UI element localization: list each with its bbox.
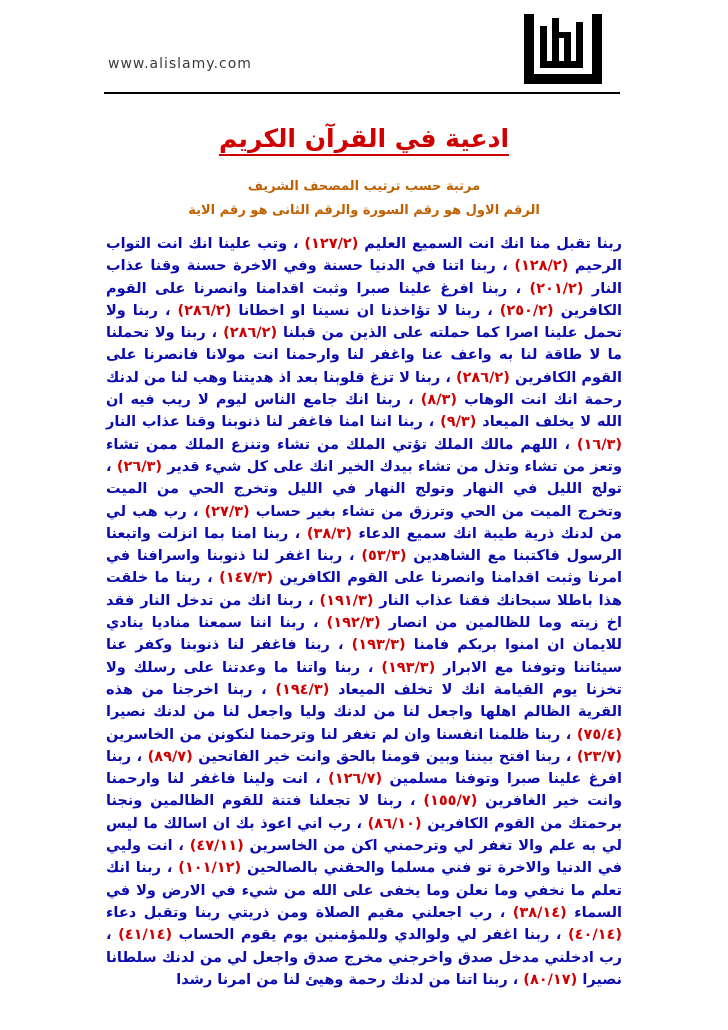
verse-reference: (١٢٦/٧)	[328, 771, 383, 788]
verse-reference: (٢٨٦/٢)	[223, 325, 278, 342]
alislamy-logo	[522, 12, 604, 86]
verse-reference: (٤٠/١٤)	[568, 927, 622, 944]
numbering-note: الرقم الاول هو رقم السورة والرقم الثانى هو رقم الاية	[188, 203, 540, 218]
verse-reference: (١٩١/٣)	[319, 592, 374, 609]
verse-reference: (١٢٨/٢)	[514, 258, 569, 275]
verse-reference: (٨٩/٧)	[147, 748, 193, 765]
prayer-text: اللهم مالك الملك تؤتي الملك من تشاء وتنزع الملك ممن تشاء وتعز من تشاء وتذل من تشاء بيدك الخير انك على كل شيء قدير	[106, 436, 622, 475]
prayer-text: رب ادخلني مدخل صدق واخرجني مخرج صدق واجعل لي من لدنك سلطانا نصيرا	[106, 949, 622, 988]
prayer-text: ربنا انك جامع الناس ليوم لا ريب فيه ان الله لا يخلف الميعاد	[106, 392, 623, 431]
prayer-text: ربنا اننا امنا فاغفر لنا ذنوبنا وقنا عذاب النار	[106, 414, 423, 431]
verse-reference: (٥٣/٣)	[361, 548, 407, 565]
prayer-text: ربنا ما خلقت هذا باطلا سبحانك فقنا عذاب النار	[106, 570, 622, 609]
prayer-text: تولج الليل في النهار وتولج النهار في الليل وتخرج الحي من الميت وتخرج الميت من الحي وترزق من تشاء بغير حساب	[106, 481, 622, 520]
verse-reference: (٩/٣)	[440, 414, 477, 431]
prayer-text: وتب علينا انك انت التواب الرحيم	[106, 236, 622, 275]
verse-reference: (٨/٣)	[420, 392, 458, 409]
verse-reference: (١٩٣/٣)	[351, 637, 406, 654]
prayer-text: ربنا انك من تدخل النار فقد اخ زيته وما للظالمين من انصار	[106, 592, 622, 632]
verse-reference: (١٢٧/٢)	[304, 236, 359, 252]
verse-reference: (٢٨٦/٢)	[455, 369, 510, 386]
prayer-text: ربنا امنا بما انزلت واتبعنا الرسول فاكتبنا مع الشاهدين	[106, 525, 622, 565]
prayer-text: ربنا اغفر لنا ذنوبنا واسرافنا في امرنا وثبت اقدامنا وانصرنا على القوم الكافرين	[106, 548, 622, 587]
verse-reference: (٤٧/١١)	[189, 838, 244, 855]
prayer-text: ربنا اننا سمعنا مناديا ينادي للايمان ان امنوا بربكم فامنا	[106, 615, 623, 654]
prayer-text: ربنا تقبل منا انك انت السميع العليم	[364, 236, 622, 252]
site-url: www.alislamy.com	[108, 56, 252, 72]
prayer-text: ربنا اتنا من لدنك رحمة وهيئ لنا من امرنا رشدا	[176, 971, 508, 988]
header-rule	[104, 92, 620, 94]
verse-reference: (٢٠١/٢)	[529, 280, 584, 297]
prayer-text: ربنا افرغ علينا صبرا وثبت اقدامنا وانصرنا على القوم الكافرين	[106, 280, 622, 319]
verse-reference: (١٩٢/٣)	[326, 615, 381, 632]
prayer-text: رب اني اعوذ بك ان اسالك ما ليس لي به علم والا تغفر لي وترحمني اكن من الخاسرين	[106, 815, 622, 855]
verse-reference: (٢٨٦/٢)	[177, 302, 232, 319]
prayer-text: ربنا انك تعلم ما نخفي وما نعلن وما يخفى على الله من شيء في الارض ولا في السماء	[106, 860, 622, 921]
prayer-text: ربنا اغفر لي ولوالدي وللمؤمنين يوم يقوم الحساب	[178, 927, 550, 944]
prayer-text: انت ولينا فاغفر لنا وارحمنا وانت خير الغافرين	[106, 771, 622, 810]
prayer-text: ربنا فاغفر لنا ذنوبنا وكفر عنا سيئاتنا وتوفنا مع الابرار	[106, 637, 622, 676]
verse-reference: (٧٥/٤)	[576, 726, 623, 743]
verse-reference: (١٥٥/٧)	[423, 793, 478, 810]
prayer-text: ربنا اخرجنا من هذه القرية الظالم اهلها واجعل لنا من لدنك وليا واجعل لنا من لدنك نصيرا	[106, 681, 622, 721]
verse-reference: (٨٦/١٠)	[367, 815, 422, 832]
prayer-text: رب هب لي من لدنك ذرية طيبة انك سميع الدعاء	[106, 503, 622, 542]
page-title: ادعية في القرآن الكريم	[0, 124, 728, 153]
prayer-text: ربنا ولا تحملنا ما لا طاقة لنا به واعف عنا واغفر لنا وارحمنا انت مولانا فانصرنا على القوم الكافرين	[106, 325, 622, 386]
prayer-text: ربنا لا تزغ قلوبنا بعد اذ هديتنا وهب لنا من لدنك رحمة انك انت الوهاب	[106, 369, 622, 409]
prayer-text: ربنا لا تجعلنا فتنة للقوم الظالمين ونجنا برحمتك من القوم الكافرين	[106, 793, 622, 832]
prayer-text: انت وليي في الدنيا والاخرة تو فني مسلما والحقني بالصالحين	[106, 838, 622, 877]
verse-reference: (١٦/٣)	[576, 436, 623, 453]
verse-reference: (٤١/١٤)	[118, 927, 173, 944]
verse-reference: (٢٦/٣)	[116, 458, 162, 475]
prayer-text: ربنا لا تؤاخذنا ان نسينا او اخطانا	[238, 302, 481, 319]
prayers-body: ربنا تقبل منا انك انت السميع العليم (١٢٧/٢) ، وتب علينا انك انت التواب الرحيم (١٢٨/٢) ، ربنا اتنا في الدنيا حسنة وفي الاخرة حسنة وقنا عذاب النار (٢٠١/٢) ، ربنا افرغ علينا صبرا وثبت اقدامنا وانصرنا على القوم الكافرين (٢٥٠/٢) ، ربنا لا تؤاخذنا ان نسينا او اخطانا (٢٨٦/٢) ، ربنا ولا تحمل علينا اصرا كما حملته على الذين من قبلنا (٢٨٦/٢) ، ربنا ولا تحملنا ما لا طاقة لنا به واعف عنا واغفر لنا وارحمنا انت مولانا فانصرنا على القوم الكافرين (٢٨٦/٢) ، ربنا لا تزغ قلوبنا بعد اذ هديتنا وهب لنا من لدنك رحمة انك انت الوهاب (٨/٣) ، ربنا انك جامع الناس ليوم لا ريب فيه ان الله لا يخلف الميعاد (٩/٣) ، ربنا اننا امنا فاغفر لنا ذنوبنا وقنا عذاب النار (١٦/٣) ، اللهم مالك الملك تؤتي الملك من تشاء وتنزع الملك ممن تشاء وتعز من تشاء وتذل من تشاء بيدك الخير انك على كل شيء قدير (٢٦/٣) ، تولج الليل في النهار وتولج النهار في الليل وتخرج الحي من الميت وتخرج الميت من الحي وترزق من تشاء بغير حساب (٢٧/٣) ، رب هب لي من لدنك ذرية طيبة انك سميع الدعاء (٣٨/٣) ، ربنا امنا بما انزلت واتبعنا الرسول فاكتبنا مع الشاهدين (٥٣/٣) ، ربنا اغفر لنا ذنوبنا واسرافنا في امرنا وثبت اقدامنا وانصرنا على القوم الكافرين (١٤٧/٣) ، ربنا ما خلقت هذا باطلا سبحانك فقنا عذاب النار (١٩١/٣) ، ربنا انك من تدخل النار فقد اخ زيته وما للظالمين من انصار (١٩٢/٣) ، ربنا اننا سمعنا مناديا ينادي للايمان ان امنوا بربكم فامنا (١٩٣/٣) ، ربنا فاغفر لنا ذنوبنا وكفر عنا سيئاتنا وتوفنا مع الابرار (١٩٣/٣) ، ربنا واتنا ما وعدتنا على رسلك ولا تخزنا يوم القيامة انك لا تخلف الميعاد (١٩٤/٣) ، ربنا اخرجنا من هذه القرية الظالم اهلها واجعل لنا من لدنك وليا واجعل لنا من لدنك نصيرا (٧٥/٤) ، ربنا ظلمنا انفسنا وان لم تغفر لنا وترحمنا لنكونن من الخاسرين (٢٣/٧) ، ربنا افتح بيننا وبين قومنا بالحق وانت خير الفاتحين (٨٩/٧) ، ربنا افرغ علينا صبرا وتوفنا مسلمين (١٢٦/٧) ، انت ولينا فاغفر لنا وارحمنا وانت خير الغافرين (١٥٥/٧) ، ربنا لا تجعلنا فتنة للقوم الظالمين ونجنا برحمتك من القوم الكافرين (٨٦/١٠) ، رب اني اعوذ بك ان اسالك ما ليس لي به علم والا تغفر لي وترحمني اكن من الخاسرين (٤٧/١١) ، انت وليي في الدنيا والاخرة تو فني مسلما والحقني بالصالحين (١٠١/١٢) ، ربنا انك تعلم ما نخفي وما نعلن وما يخفى على الله من شيء في الارض ولا في السماء (٣٨/١٤) ، رب اجعلني مقيم الصلاة ومن ذريتي ربنا وتقبل دعاء (٤٠/١٤) ، ربنا اغفر لي ولوالدي وللمؤمنين يوم يقوم الحساب (٤١/١٤) ، رب ادخلني مدخل صدق واخرجني مخرج صدق واجعل لي من لدنك سلطانا نصيرا (٨٠/١٧) ، ربنا اتنا من لدنك رحمة وهيئ لنا من امرنا رشدا	[106, 236, 623, 988]
verse-reference: (١٠١/١٢)	[178, 860, 242, 877]
verse-reference: (١٩٤/٣)	[275, 681, 330, 698]
prayer-text: ربنا اتنا في الدنيا حسنة وفي الاخرة حسنة وقنا عذاب النار	[106, 258, 622, 297]
verse-reference: (٢٥٠/٢)	[499, 302, 554, 319]
prayer-text: ربنا واتنا ما وعدتنا على رسلك ولا تخزنا يوم القيامة انك لا تخلف الميعاد	[106, 659, 622, 698]
prayer-text: ربنا افرغ علينا صبرا وتوفنا مسلمين	[106, 748, 622, 788]
prayer-text: ربنا ظلمنا انفسنا وان لم تغفر لنا وترحمنا لنكونن من الخاسرين	[106, 726, 561, 743]
verse-reference: (١٩٣/٣)	[381, 659, 436, 676]
prayer-text: رب اجعلني مقيم الصلاة ومن ذريتي ربنا وتقبل دعاء	[106, 904, 493, 921]
verse-reference: (٣٨/٣)	[306, 525, 352, 542]
prayer-text: ربنا افتح بيننا وبين قومنا بالحق وانت خير الفاتحين	[198, 748, 561, 765]
page-subtitle: مرتبة حسب ترتيب المصحف الشريف	[247, 179, 481, 194]
prayer-text: ربنا ولا تحمل علينا اصرا كما حملته على الذين من قبلنا	[106, 302, 623, 342]
verse-reference: (٢٣/٧)	[576, 748, 622, 765]
verse-reference: (٢٧/٣)	[204, 503, 250, 520]
verse-reference: (١٤٧/٣)	[219, 570, 274, 587]
verse-reference: (٣٨/١٤)	[512, 904, 567, 921]
verse-reference: (٨٠/١٧)	[523, 971, 578, 988]
